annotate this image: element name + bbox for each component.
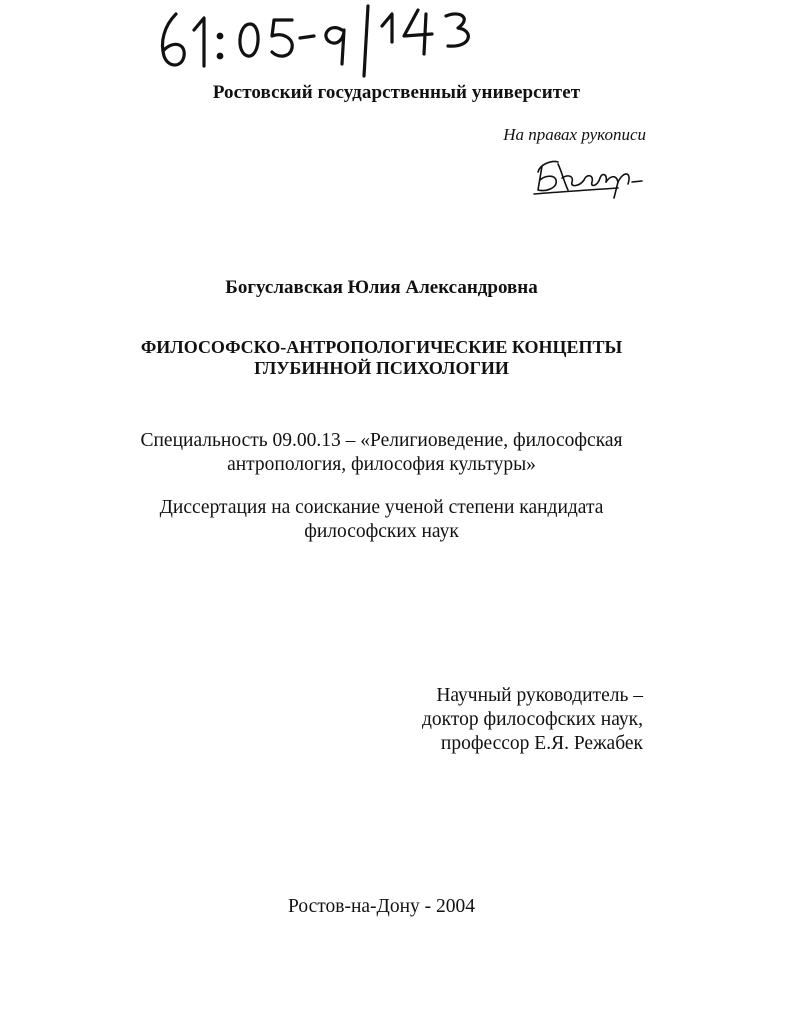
author-signature xyxy=(528,152,653,200)
specialty-line-1: Специальность 09.00.13 – «Религиоведение, философская xyxy=(140,430,623,451)
city-and-year: Ростов-на-Дону - 2004 xyxy=(287,896,476,917)
archive-code-handwriting xyxy=(150,2,490,80)
university-name: Ростовский государственный университет xyxy=(212,82,581,103)
specialty-block xyxy=(0,429,763,477)
dissertation-line-2: философских наук xyxy=(304,521,459,542)
supervisor-line-2: доктор философских наук, xyxy=(422,709,643,730)
manuscript-rights-note: На правах рукописи xyxy=(503,125,646,144)
title-line-2: ГЛУБИННОЙ ПСИХОЛОГИИ xyxy=(254,358,509,378)
dissertation-title xyxy=(0,337,763,379)
supervisor-block xyxy=(422,684,643,756)
dissertation-degree-block xyxy=(0,496,763,544)
author-name: Богуславская Юлия Александровна xyxy=(225,277,538,298)
title-line-1: ФИЛОСОФСКО-АНТРОПОЛОГИЧЕСКИЕ КОНЦЕПТЫ xyxy=(140,337,623,357)
specialty-line-2: антропология, философия культуры» xyxy=(227,454,536,475)
supervisor-line-1: Научный руководитель – xyxy=(436,685,643,706)
supervisor-line-3: профессор Е.Я. Режабек xyxy=(440,733,643,754)
dissertation-line-1: Диссертация на соискание ученой степени кандидата xyxy=(159,497,604,518)
